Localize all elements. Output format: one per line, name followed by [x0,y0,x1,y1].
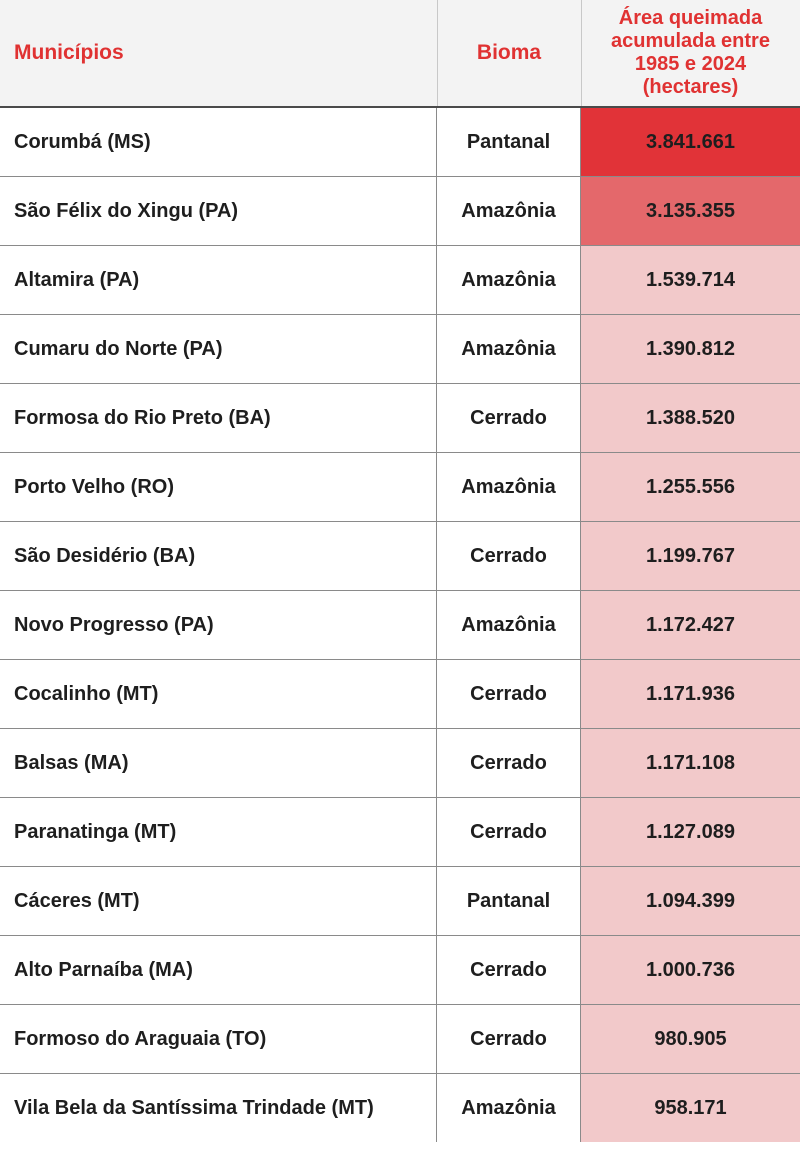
table-row [0,246,800,315]
header-divider [581,0,582,106]
header-area-line3: 1985 e 2024 [634,53,747,75]
cell-area: 1.199.767 [581,522,800,590]
cell-bioma: Cerrado [437,660,581,728]
cell-area: 1.172.427 [581,591,800,659]
cell-bioma: Cerrado [437,1005,581,1073]
cell-area: 1.000.736 [581,936,800,1004]
cell-municipio: Cocalinho (MT) [0,660,437,728]
cell-area: 1.127.089 [581,798,800,866]
cell-municipio: Cáceres (MT) [0,867,437,935]
cell-bioma: Amazônia [437,453,581,521]
cell-bioma: Cerrado [437,522,581,590]
cell-area: 980.905 [581,1005,800,1073]
table-row [0,315,800,384]
cell-bioma: Cerrado [437,384,581,452]
cell-bioma: Amazônia [437,177,581,245]
table-row [0,798,800,867]
cell-area: 1.171.108 [581,729,800,797]
table-row [0,936,800,1005]
cell-bioma: Pantanal [437,867,581,935]
cell-municipio: Alto Parnaíba (MA) [0,936,437,1004]
cell-area: 958.171 [581,1074,800,1142]
cell-municipio: São Félix do Xingu (PA) [0,177,437,245]
cell-municipio: Vila Bela da Santíssima Trindade (MT) [0,1074,437,1142]
table-row [0,453,800,522]
table-row [0,177,800,246]
header-area-line1: Área queimada [618,7,763,29]
cell-bioma: Cerrado [437,936,581,1004]
cell-municipio: Porto Velho (RO) [0,453,437,521]
table-row [0,1074,800,1143]
cell-municipio: Altamira (PA) [0,246,437,314]
header-area-line4: (hectares) [642,76,739,98]
table-row [0,522,800,591]
cell-area: 1.094.399 [581,867,800,935]
cell-area: 3.135.355 [581,177,800,245]
cell-area: 1.171.936 [581,660,800,728]
table-row [0,729,800,798]
table-row [0,108,800,177]
table-row [0,384,800,453]
cell-municipio: Cumaru do Norte (PA) [0,315,437,383]
header-area-line2: acumulada entre [611,30,770,52]
cell-area: 1.388.520 [581,384,800,452]
header-divider [437,0,438,106]
cell-municipio: Formoso do Araguaia (TO) [0,1005,437,1073]
header-bioma: Bioma [476,41,542,64]
cell-bioma: Cerrado [437,729,581,797]
cell-municipio: Paranatinga (MT) [0,798,437,866]
cell-municipio: Novo Progresso (PA) [0,591,437,659]
table-row [0,867,800,936]
cell-municipio: Corumbá (MS) [0,108,437,176]
cell-area: 1.539.714 [581,246,800,314]
table-row [0,1005,800,1074]
cell-area: 3.841.661 [581,108,800,176]
cell-bioma: Pantanal [437,108,581,176]
cell-municipio: Formosa do Rio Preto (BA) [0,384,437,452]
cell-municipio: São Desidério (BA) [0,522,437,590]
cell-bioma: Amazônia [437,1074,581,1142]
header-municipios: Municípios [14,41,124,64]
table-row [0,660,800,729]
cell-bioma: Cerrado [437,798,581,866]
cell-area: 1.255.556 [581,453,800,521]
table-row [0,591,800,660]
cell-bioma: Amazônia [437,315,581,383]
header-area [581,0,800,106]
cell-area: 1.390.812 [581,315,800,383]
cell-bioma: Amazônia [437,591,581,659]
cell-municipio: Balsas (MA) [0,729,437,797]
table-header [0,0,800,108]
cell-bioma: Amazônia [437,246,581,314]
